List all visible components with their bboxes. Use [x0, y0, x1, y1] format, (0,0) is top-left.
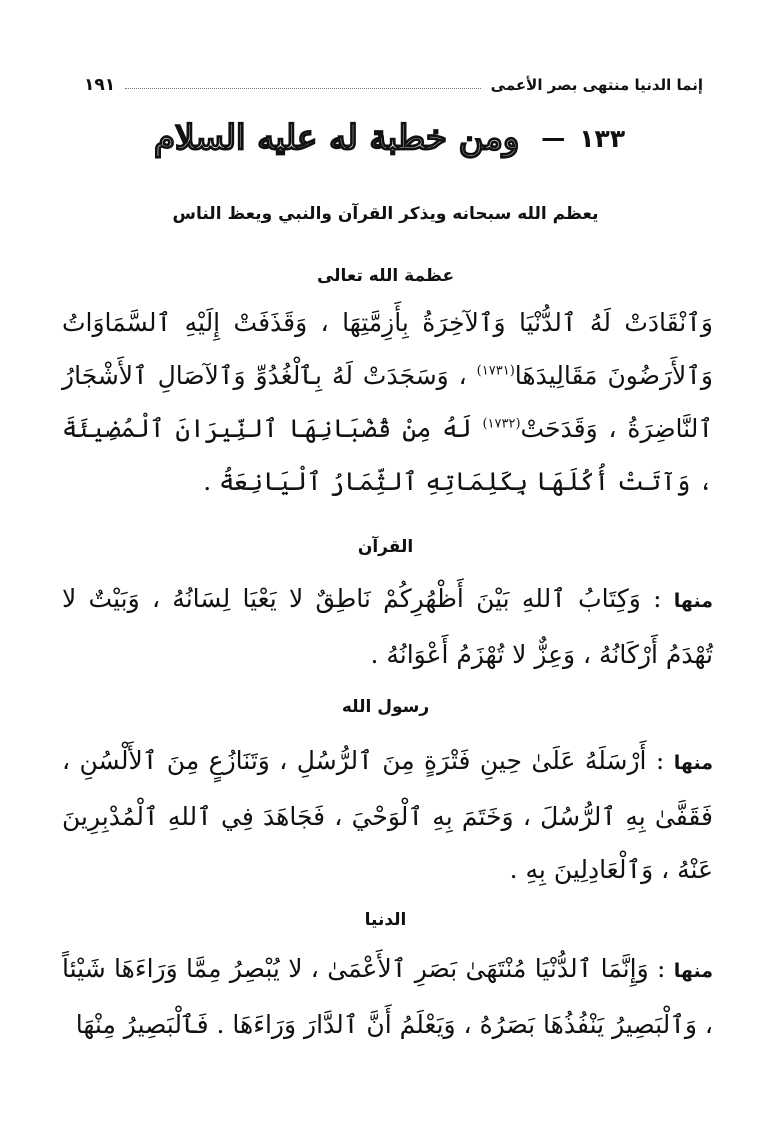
sermon-title: ومن خطبة له عليه السلام — [153, 118, 520, 158]
footnote-ref-1731[interactable]: (١٧٣١) — [476, 363, 515, 379]
section-heading-quran: القرآن — [357, 537, 414, 557]
section-heading-world: الدنيا — [364, 910, 407, 930]
paragraph-greatness-part1: وَٱنْقَادَتْ لَهُ ٱلدُّنْيَا وَٱلآخِرَةُ بِأَزِمَّتِهَا ، وَقَذَفَتْ إِلَيْهِ ٱلسَّمَاوَاتُ وَٱلأَرَضُونَ مَقَالِيدَهَا — [62, 308, 713, 390]
paragraph-messenger — [62, 734, 713, 896]
sermon-number: ١٣٣ — [579, 123, 626, 153]
running-head-title: إنما الدنيا منتهى بصر الأعمى — [490, 76, 703, 94]
footnote-ref-1732[interactable]: (١٧٣٢) — [482, 416, 521, 432]
section-heading-greatness: عظمة الله تعالى — [316, 266, 455, 286]
page-number: ١٩١ — [84, 75, 116, 95]
lead-word: منها — [673, 590, 713, 612]
paragraph-messenger-text: : أَرْسَلَهُ عَلَىٰ حِينِ فَتْرَةٍ مِنَ ٱلرُّسُلِ ، وَتَنَازُعٍ مِنَ ٱلأَلْسُنِ ، فَقَفَّىٰ بِهِ ٱلرُّسُلَ ، وَخَتَمَ بِهِ ٱلْوَحْيَ ، فَجَاهَدَ فِي ٱللهِ ٱلْمُدْبِرِينَ عَنْهُ ، وَٱلْعَادِلِينَ بِهِ . — [62, 746, 713, 884]
paragraph-quran — [62, 572, 713, 681]
paragraph-world — [62, 942, 713, 1051]
paragraph-world-text: : وَإِنَّمَا ٱلدُّنْيَا مُنْتَهَىٰ بَصَرِ ٱلأَعْمَىٰ ، لا يُبْصِرُ مِمَّا وَرَاءَهَا شَيْئاً ، وَٱلْبَصِيرُ يَنْفُذُهَا بَصَرُهُ ، وَيَعْلَمُ أَنَّ ٱلدَّارَ وَرَاءَهَا . فَٱلْبَصِيرُ مِنْهَا — [62, 954, 713, 1039]
sermon-dash: — — [541, 124, 566, 152]
running-head-dotted-leader — [125, 88, 481, 89]
lead-word: منها — [673, 960, 713, 982]
running-head — [84, 72, 703, 98]
sermon-subtitle: يعظم الله سبحانه ويذكر القرآن والنبي ويعظ الناس — [172, 204, 599, 224]
paragraph-greatness-part2: ، وَسَجَدَتْ لَهُ بِٱلْغُدُوِّ وَٱلآصَالِ ٱلأَشْجَارُ ٱلنَّاضِرَةُ ، وَقَدَحَتْ — [62, 361, 713, 443]
paragraph-quran-text: : وَكِتَابُ ٱللهِ بَيْنَ أَظْهُرِكُمْ نَاطِقٌ لا يَعْيَا لِسَانُهُ ، وَبَيْتٌ لا تُهْدَمُ أَرْكَانُهُ ، وَعِزٌّ لا تُهْزَمُ أَعْوَانُهُ . — [62, 584, 713, 669]
lead-word: منها — [673, 752, 713, 774]
paragraph-greatness — [62, 296, 713, 508]
section-heading-messenger: رسول الله — [341, 697, 430, 717]
sermon-heading — [0, 116, 771, 160]
paragraph-greatness-part3: لَهُ مِنْ قُضْبَانِهَا ٱلنِّيرَانَ ٱلْمُضِيئَةَ ، وَآتَتْ أُكُلَهَا بِكَلِمَاتِهِ ٱلثِّمَارُ ٱلْيَانِعَةُ . — [62, 414, 713, 496]
